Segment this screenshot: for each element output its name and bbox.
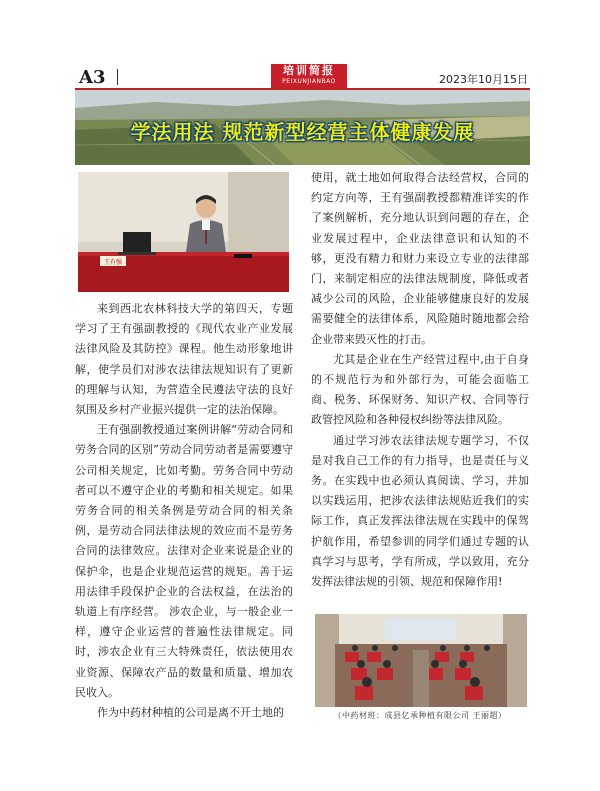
paragraph: 来到西北农林科技大学的第四天，专题学习了王有强副教授的《现代农业产业发展法律风险及其防控》课程。他生动形象地讲解，使学员们对涉农法律法规知识有了更新的理解与认知，为营造全民遵法守法的良好氛围及乡村产业振兴提供一定的法治保障。: [75, 302, 293, 417]
paragraph: 尤其是企业在生产经营过程中,由于自身的不规范行为和外部行为，可能会面临工商、税务、环保财务、知识产权、合同等行政管控风险和各种侵权纠纷等法律风险。: [311, 352, 529, 427]
header-divider: [117, 69, 118, 85]
issue-date: 2023年10月15日: [439, 73, 528, 86]
article-right-column: [311, 168, 529, 592]
nameplate-text: 王有强: [103, 259, 123, 266]
paragraph: 通过学习涉农法律法规专题学习，不仅是对我自己工作的有力指导，也是责任与义务。在实践中也必须认真阅读、学习，并加以实践运用，把涉农法律法规贴近我们的实际工作，真正发挥法律法规在实践中的保驾护航作用，希望参训的同学们通过专题的认真学习与思考，学有所成，学以致用，充分发挥法律法规的引领、规范和保障作用!: [311, 433, 529, 589]
title-banner: [75, 90, 530, 165]
masthead-subtitle: PEIXUNJIANBAO: [282, 78, 336, 85]
masthead-logo: [271, 64, 347, 88]
lecture-photo: [78, 172, 289, 292]
article-left-column: [75, 299, 293, 723]
masthead-title: 培训简报: [283, 64, 335, 77]
photo-caption: （中药材班：成县亿承种植有限公司 王丽超）: [333, 711, 507, 720]
page-number: A3: [79, 67, 106, 88]
classroom-photo: [315, 614, 527, 707]
paragraph: 使用，就土地如何取得合法经营权，合同的约定方向等，王有强副教授都精准详实的作了案例解析，充分地认识到问题的存在，企业发展过程中，企业法律意识和认知的不够，更没有精力和财力来设立专业的法律部门，来制定相应的法律法规制度，降低或者减少公司的风险，企业能够健康良好的发展需要健全的法律体系，风险随时随地都会给企业带来毁灭性的打击。: [311, 171, 529, 346]
page-header: [75, 66, 530, 88]
banner-title: 学法用法 规范新型经营主体健康发展: [130, 120, 475, 144]
paragraph: 作为中药材种植的公司是离不开土地的: [97, 706, 284, 720]
paragraph: 王有强副教授通过案例讲解“劳动合同和劳务合同的区别”劳动合同劳动者是需要遵守公司相关规定，比如考勤。劳务合同中劳动者可以不遵守企业的考勤和相关规定。如果劳务合同的相关条例是劳动合同的相关条例，是劳动合同法律法规的效应而不是劳务合同的法律效应。法律对企业来说是企业的保护伞，也是企业规范运营的规矩。善于运用法律手段保护企业的合法权益，在法治的轨道上有序经营。 涉农企业，与一般企业一样，遵守企业运营的普遍性法律规定。同时，涉农企业有三大特殊责任，依法使用农业资源、保障农产品的数量和质量、增加农民收入。: [75, 423, 293, 699]
